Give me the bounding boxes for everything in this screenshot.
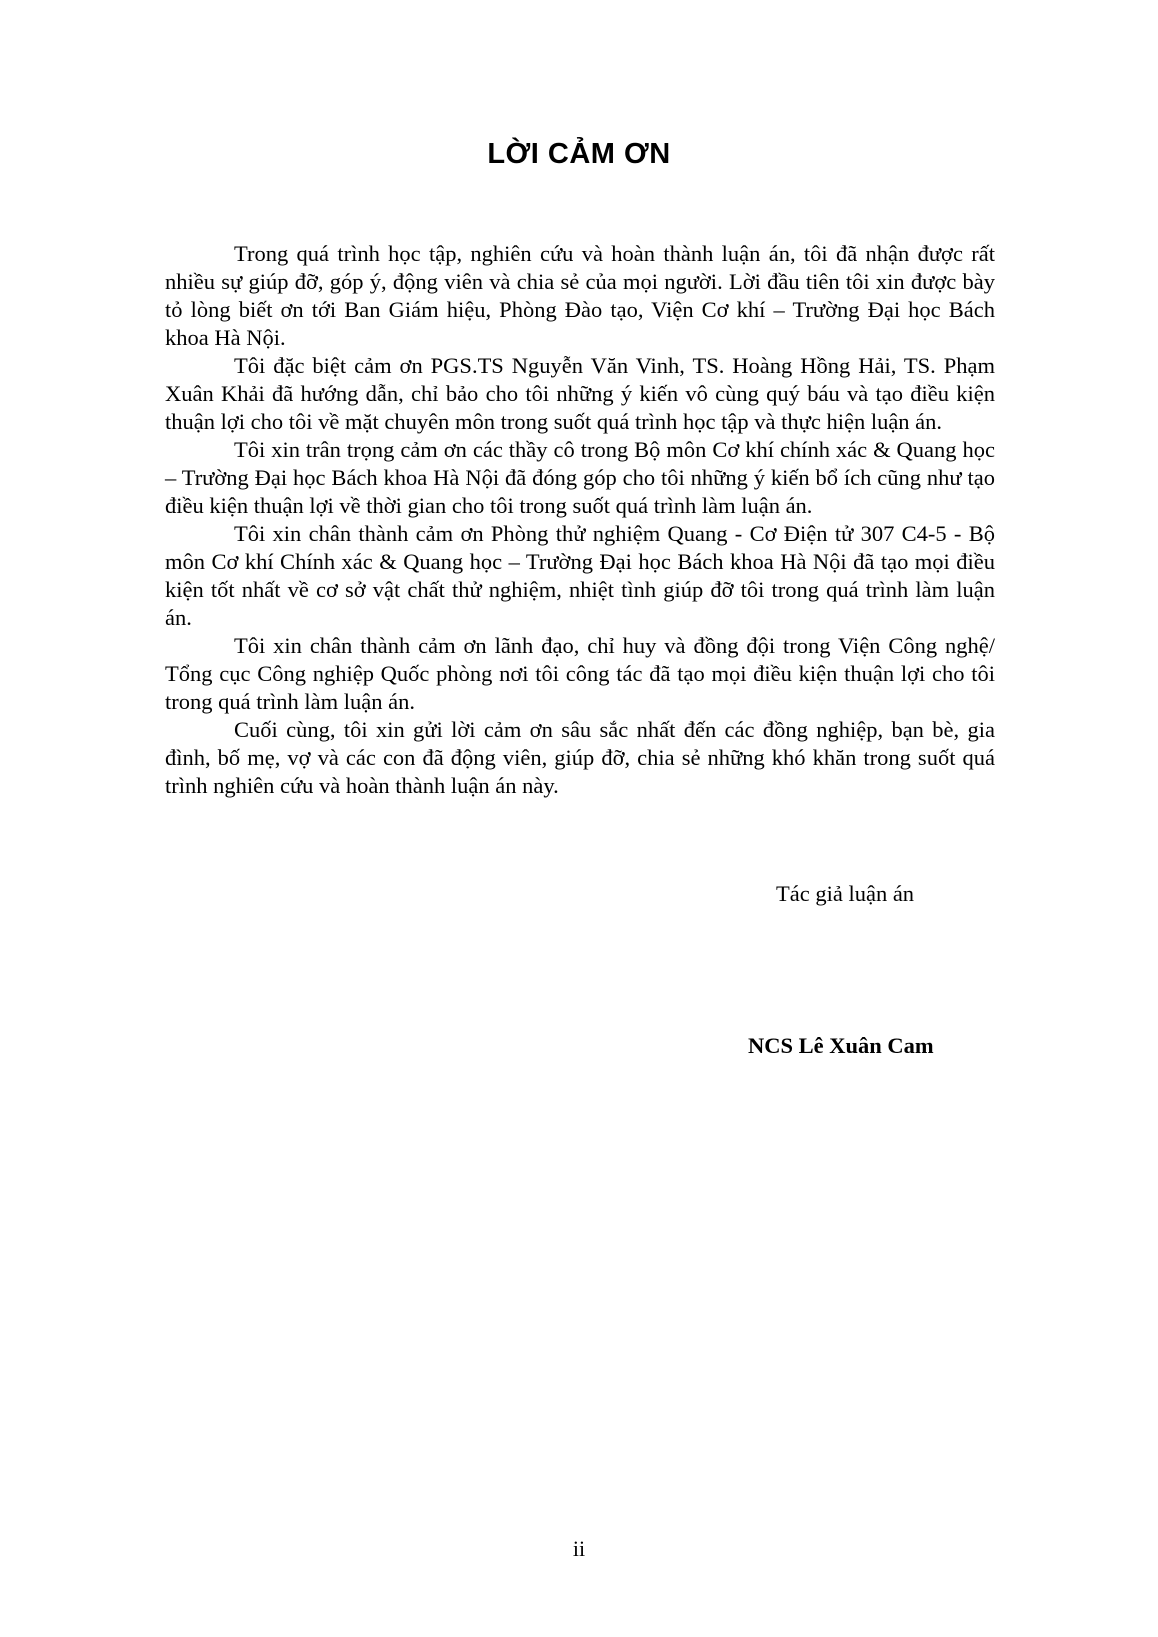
paragraph-5: Tôi xin chân thành cảm ơn lãnh đạo, chỉ huy và đồng đội trong Viện Công nghệ/ Tổng cục Công nghiệp Quốc phòng nơi tôi công tác đã tạo mọi điều kiện thuận lợi cho tôi trong quá trình làm luận án. — [165, 633, 995, 714]
signature-role: Tác giả luận án — [776, 881, 915, 906]
paragraph-4: Tôi xin chân thành cảm ơn Phòng thử nghiệm Quang - Cơ Điện tử 307 C4-5 - Bộ môn Cơ khí Chính xác & Quang học – Trường Đại học Bách khoa Hà Nội đã tạo mọi điều kiện tốt nhất về cơ sở vật chất thử nghiệm, nhiệt tình giúp đỡ tôi trong quá trình làm luận án. — [165, 521, 995, 630]
paragraph-1: Trong quá trình học tập, nghiên cứu và hoàn thành luận án, tôi đã nhận được rất nhiều sự giúp đỡ, góp ý, động viên và chia sẻ của mọi người. Lời đầu tiên tôi xin được bày tỏ lòng biết ơn tới Ban Giám hiệu, Phòng Đào tạo, Viện Cơ khí – Trường Đại học Bách khoa Hà Nội. — [165, 241, 995, 350]
page-number: ii — [572, 1536, 586, 1561]
paragraph-2: Tôi đặc biệt cảm ơn PGS.TS Nguyễn Văn Vinh, TS. Hoàng Hồng Hải, TS. Phạm Xuân Khải đã hướng dẫn, chỉ bảo cho tôi những ý kiến vô cùng quý báu và tạo điều kiện thuận lợi cho tôi về mặt chuyên môn trong suốt quá trình học tập và thực hiện luận án. — [165, 353, 995, 434]
paragraph-3: Tôi xin trân trọng cảm ơn các thầy cô trong Bộ môn Cơ khí chính xác & Quang học – Trường Đại học Bách khoa Hà Nội đã đóng góp cho tôi những ý kiến bổ ích cũng như tạo điều kiện thuận lợi về thời gian cho tôi trong suốt quá trình làm luận án. — [165, 437, 995, 518]
acknowledgement-body — [165, 240, 995, 800]
paragraph-6: Cuối cùng, tôi xin gửi lời cảm ơn sâu sắc nhất đến các đồng nghiệp, bạn bè, gia đình, bố mẹ, vợ và các con đã động viên, giúp đỡ, chia sẻ những khó khăn trong suốt quá trình nghiên cứu và hoàn thành luận án này. — [165, 717, 995, 798]
signature-name: NCS Lê Xuân Cam — [748, 1033, 934, 1058]
page-title: LỜI CẢM ƠN — [487, 138, 671, 170]
